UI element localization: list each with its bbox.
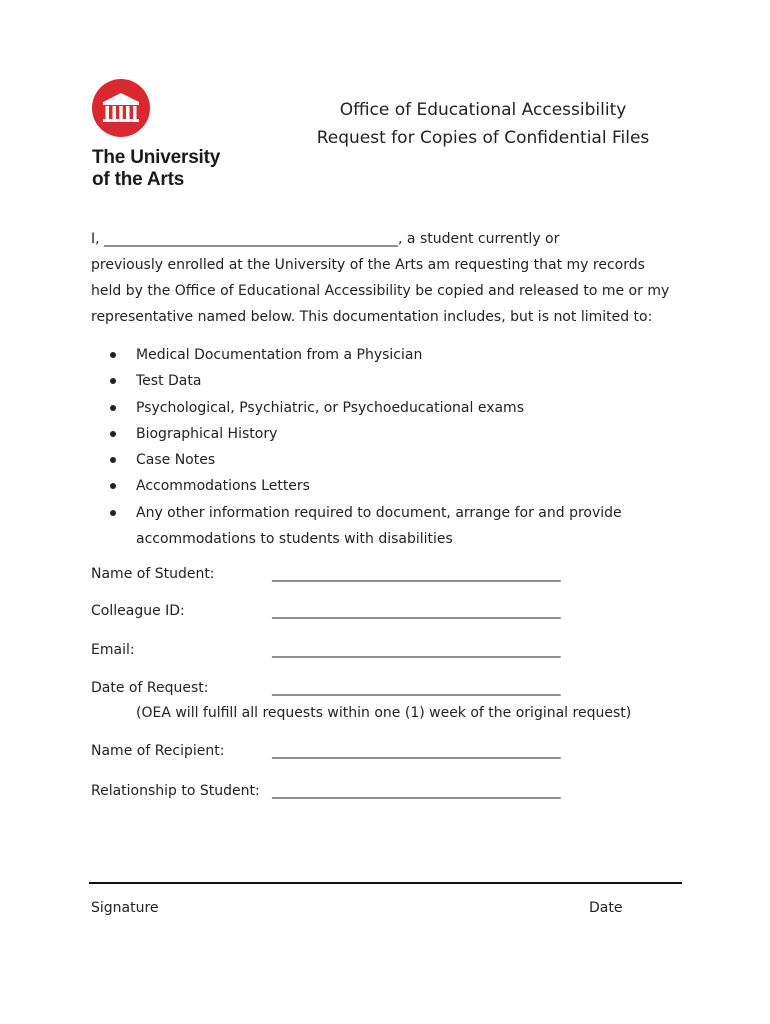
colleague-id-label: Colleague ID:: [91, 603, 185, 619]
list-item: Case Notes: [108, 447, 688, 473]
title-line-2: Request for Copies of Confidential Files: [316, 128, 650, 148]
intro-line-4: representative named below. This documentation includes, but is not limited to:: [91, 309, 653, 325]
email-label: Email:: [91, 642, 135, 658]
relationship-field: [91, 783, 681, 807]
email-input[interactable]: _____________________________________________: [272, 642, 561, 658]
list-item: Any other information required to document, arrange for and provide accommodations to students with disabilities: [108, 500, 688, 553]
wordmark-line-1: The University: [92, 147, 221, 168]
wordmark-line-2: of the Arts: [92, 169, 185, 190]
university-wordmark: [92, 147, 220, 191]
document-title: [300, 96, 666, 152]
intro-line-1: I, __________________________________________, a student currently or: [91, 231, 560, 247]
list-item: Biographical History: [108, 421, 688, 447]
bullet-icon: [110, 378, 116, 384]
bullet-icon: [110, 405, 116, 411]
colleague-id-input[interactable]: _____________________________________________: [272, 603, 561, 619]
list-item: Medical Documentation from a Physician: [108, 342, 688, 368]
name-of-recipient-field: [91, 743, 681, 767]
signature-line[interactable]: [89, 882, 682, 884]
bullet-icon: [110, 352, 116, 358]
date-of-request-input[interactable]: _____________________________________________: [272, 680, 561, 696]
fulfillment-note: (OEA will fulfill all requests within one (1) week of the original request): [136, 705, 632, 721]
university-logo: [92, 79, 262, 194]
bullet-icon: [110, 431, 116, 437]
list-item: Accommodations Letters: [108, 473, 688, 499]
name-of-student-input[interactable]: _____________________________________________: [272, 566, 561, 582]
relationship-input[interactable]: _____________________________________________: [272, 783, 561, 799]
date-of-request-field: [91, 680, 681, 704]
bullet-icon: [110, 483, 116, 489]
email-field: [91, 642, 681, 666]
intro-line-2: previously enrolled at the University of the Arts am requesting that my records: [91, 257, 645, 273]
list-item: Psychological, Psychiatric, or Psychoeducational exams: [108, 395, 688, 421]
name-of-student-field: [91, 566, 681, 590]
date-label: Date: [589, 900, 623, 916]
title-line-1: Office of Educational Accessibility: [339, 100, 627, 120]
list-item: Test Data: [108, 368, 688, 394]
name-of-recipient-input[interactable]: _____________________________________________: [272, 743, 561, 759]
bullet-icon: [110, 457, 116, 463]
intro-paragraph: [91, 226, 691, 330]
colleague-id-field: [91, 603, 681, 627]
intro-line-3: held by the Office of Educational Accessibility be copied and released to me or my: [91, 283, 670, 299]
name-of-student-label: Name of Student:: [91, 566, 215, 582]
relationship-label: Relationship to Student:: [91, 783, 260, 799]
signature-label: Signature: [91, 900, 159, 916]
documentation-list: [108, 342, 688, 552]
date-of-request-label: Date of Request:: [91, 680, 209, 696]
building-columns-icon: [92, 79, 150, 137]
bullet-icon: [110, 510, 116, 516]
name-of-recipient-label: Name of Recipient:: [91, 743, 225, 759]
